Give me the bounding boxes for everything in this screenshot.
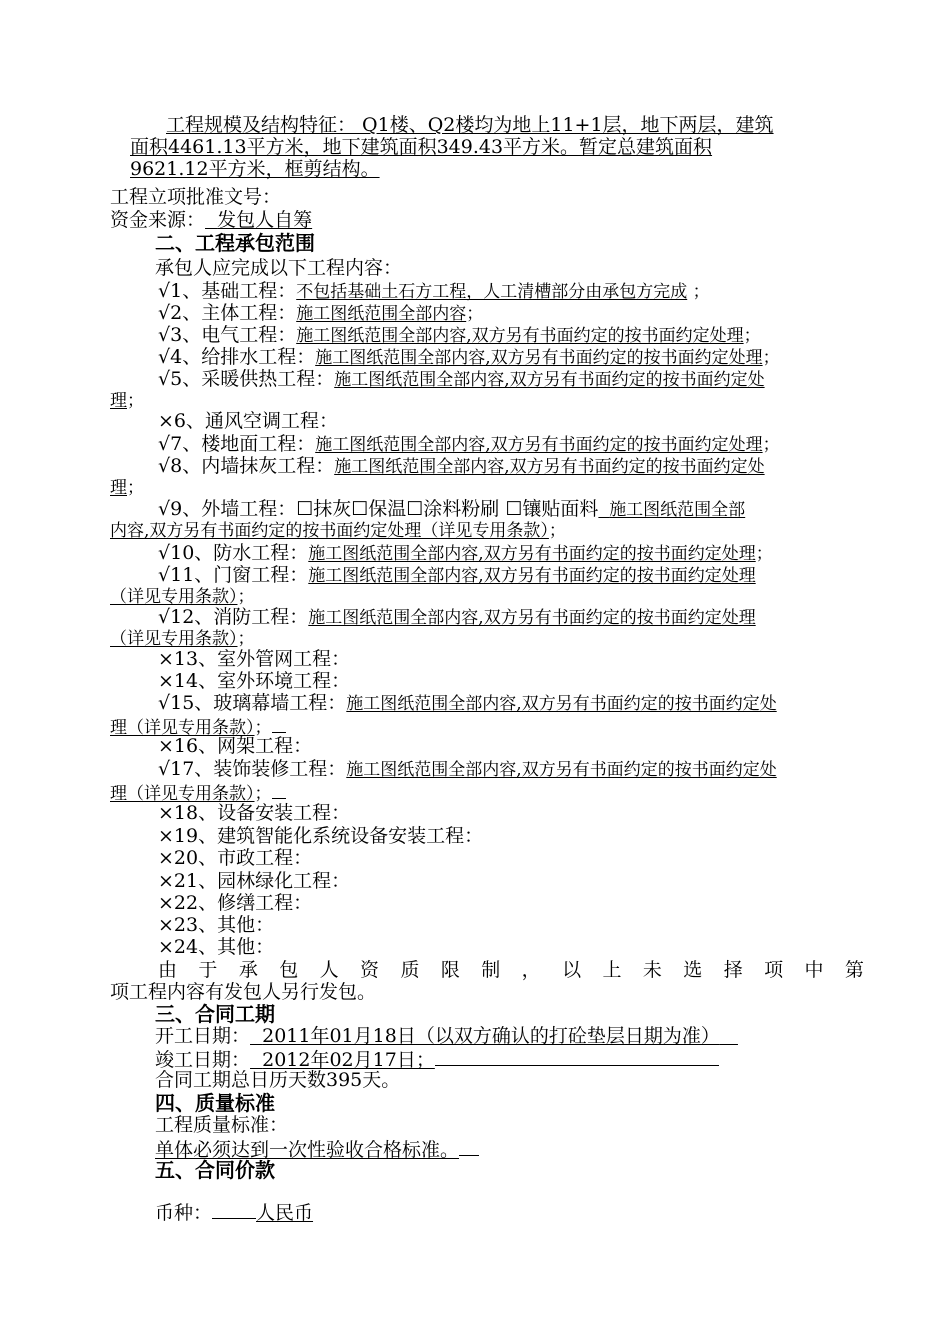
scale-text-1: 工程规模及结构特征： Q1楼、Q2楼均为地上11+1层，地下两层，建筑 (166, 114, 774, 136)
scope-item-21: ×21、园林绿化工程： (158, 870, 351, 892)
scope-item-12-cont: （详见专用条款）； (110, 629, 255, 649)
fund-value: 发包人自筹 (217, 209, 313, 231)
scope-item-1: √1、基础工程：不包括基础土石方工程，人工清槽部分由承包方完成 ； (158, 280, 710, 302)
start-date-label: 开工日期： (155, 1025, 251, 1047)
scope-item-11: √11、门窗工程：施工图纸范围全部内容,双方另有书面约定的按书面约定处理 (158, 564, 756, 586)
scope-item-10: √10、防水工程：施工图纸范围全部内容,双方另有书面约定的按书面约定处理； (158, 542, 773, 564)
section-3-title: 三、合同工期 (155, 1002, 275, 1026)
scope-item-17-cont: 理（详见专用条款）； (110, 780, 286, 805)
start-date-row (155, 1025, 738, 1047)
scope-item-11-cont: （详见专用条款）； (110, 587, 255, 607)
scope-item-5-cont: 理； (110, 391, 144, 411)
scope-item-20: ×20、市政工程： (158, 847, 313, 869)
fund-row (110, 209, 312, 231)
scope-item-19: ×19、建筑智能化系统设备安装工程： (158, 825, 484, 847)
scale-line-1 (130, 114, 774, 136)
fund-label: 资金来源： (110, 209, 206, 231)
start-date-value: 2011年01月18日（以双方确认的打砼垫层日期为准） (262, 1025, 720, 1047)
scope-item-17: √17、装饰装修工程：施工图纸范围全部内容,双方另有书面约定的按书面约定处 (158, 758, 777, 780)
section-2-title: 二、工程承包范围 (155, 231, 315, 255)
currency-row (155, 1200, 313, 1224)
note-line-1: 由 于 承 包 人 资 质 限 制 ， 以 上 未 选 择 项 中 第 (158, 959, 864, 981)
end-date-value: 2012年02月17日； (262, 1049, 435, 1071)
scope-item-9: √9、外墙工程：☐抹灰☐保温☐涂料粉刷 ☐镶贴面料 施工图纸范围全部 (158, 498, 746, 520)
scale-text-3: 9621.12平方米，框剪结构。 (130, 158, 380, 180)
scope-item-2: √2、主体工程：施工图纸范围全部内容； (158, 302, 484, 324)
scale-line-3 (130, 158, 380, 180)
scope-item-18: ×18、设备安装工程： (158, 802, 351, 824)
scope-item-24: ×24、其他： (158, 936, 275, 958)
quality-label: 工程质量标准： (155, 1114, 289, 1136)
scope-item-8: √8、内墙抹灰工程：施工图纸范围全部内容,双方另有书面约定的按书面约定处 (158, 455, 765, 477)
scope-item-14: ×14、室外环境工程： (158, 670, 351, 692)
scope-item-22: ×22、修缮工程： (158, 892, 313, 914)
scope-item-23: ×23、其他： (158, 914, 275, 936)
currency-label: 币种： (155, 1202, 213, 1224)
scope-item-8-cont: 理； (110, 478, 144, 498)
scope-item-6: ×6、通风空调工程： (158, 410, 339, 432)
scope-item-13: ×13、室外管网工程： (158, 648, 351, 670)
scope-item-15: √15、玻璃幕墙工程：施工图纸范围全部内容,双方另有书面约定的按书面约定处 (158, 692, 777, 714)
scope-item-12: √12、消防工程：施工图纸范围全部内容,双方另有书面约定的按书面约定处理 (158, 606, 756, 628)
approval-label: 工程立项批准文号： (110, 186, 282, 208)
end-date-label: 竣工日期： (155, 1049, 251, 1071)
section-5-title: 五、合同价款 (155, 1158, 275, 1182)
scope-item-3: √3、电气工程：施工图纸范围全部内容,双方另有书面约定的按书面约定处理； (158, 324, 761, 346)
note-line-2: 项工程内容有发包人另行发包。 (110, 981, 377, 1003)
currency-value: 人民币 (256, 1202, 314, 1224)
scope-item-9-cont: 内容,双方另有书面约定的按书面约定处理（详见专用条款）； (110, 521, 566, 541)
quality-value: 单体必须达到一次性验收合格标准。 (155, 1139, 460, 1161)
end-date-row (155, 1047, 719, 1071)
contract-days: 合同工期总日历天数395天。 (155, 1069, 401, 1091)
scope-item-5: √5、采暖供热工程：施工图纸范围全部内容,双方另有书面约定的按书面约定处 (158, 368, 765, 390)
scope-item-4: √4、给排水工程：施工图纸范围全部内容,双方另有书面约定的按书面约定处理； (158, 346, 780, 368)
section-2-intro: 承包人应完成以下工程内容： (155, 257, 403, 279)
section-4-title: 四、质量标准 (155, 1091, 275, 1115)
scope-item-15-cont: 理（详见专用条款）； (110, 714, 286, 739)
scope-item-16: ×16、网架工程： (158, 735, 313, 757)
scope-item-7: √7、楼地面工程：施工图纸范围全部内容,双方另有书面约定的按书面约定处理； (158, 433, 780, 455)
scale-line-2: 面积4461.13平方米，地下建筑面积349.43平方米。暂定总建筑面积 (130, 136, 713, 158)
